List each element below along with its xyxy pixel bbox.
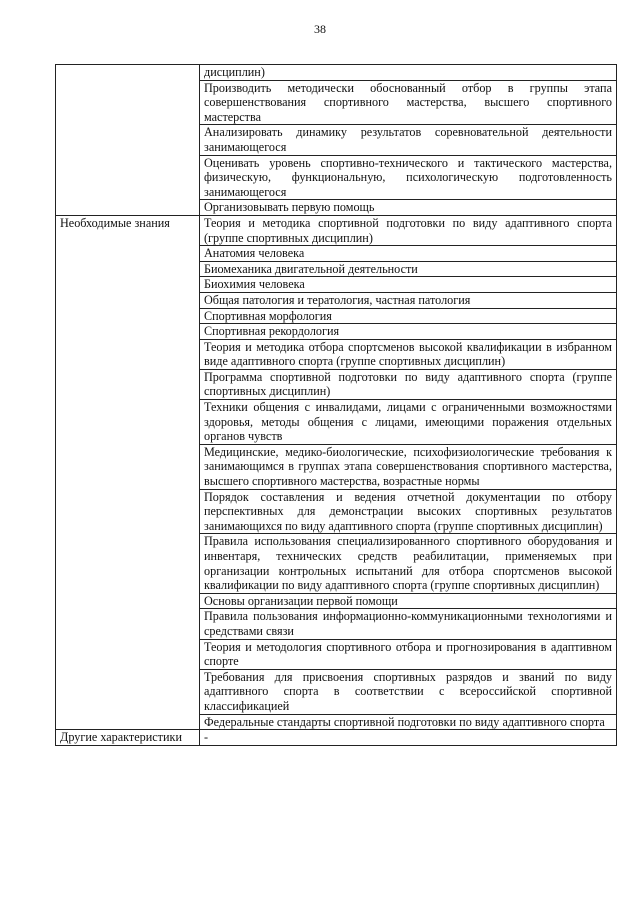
row-item: Теория и методика спортивной подготовки по виду адаптивного спорта (группе спортивных дисциплин) [200,215,617,245]
row-item: Спортивная рекордология [200,324,617,340]
row-item: Спортивная морфология [200,308,617,324]
row-item: Организовывать первую помощь [200,200,617,216]
row-label: Другие характеристики [56,730,200,746]
row-item: Биохимия человека [200,277,617,293]
row-item: Общая патология и тератология, частная патология [200,292,617,308]
row-item: Анализировать динамику результатов соревновательной деятельности занимающегося [200,125,617,155]
row-item: Теория и методология спортивного отбора и прогнозирования в адаптивном спорте [200,639,617,669]
row-item: Производить методически обоснованный отбор в группы этапа совершенствования спортивного мастерства, высшего спортивного мастерства [200,80,617,125]
requirements-table [55,64,617,746]
row-item: Правила использования специализированного спортивного оборудования и инвентаря, технических средств реабилитации, применяемых при организации контрольных испытаний для отбора спортсменов высокой квалификации по виду адаптивного спорта (группе спортивных дисциплин) [200,534,617,593]
table-row [56,215,617,245]
row-item: Федеральные стандарты спортивной подготовки по виду адаптивного спорта [200,714,617,730]
row-item: Основы организации первой помощи [200,593,617,609]
row-label-empty [56,65,200,216]
row-item: Анатомия человека [200,246,617,262]
table-row [56,730,617,746]
page-number: 38 [314,22,326,36]
row-item: Техники общения с инвалидами, лицами с ограниченными возможностями здоровья, методы общения с лицами, имеющими поражения отдельных органов чувств [200,400,617,445]
row-item: Требования для присвоения спортивных разрядов и званий по виду адаптивного спорта в соответствии с всероссийской спортивной классификацией [200,669,617,714]
row-item: Медицинские, медико-биологические, психофизиологические требования к занимающимся в группах этапа совершенствования спортивного мастерства, высшего спортивного мастерства, возрастные нормы [200,444,617,489]
row-item: Порядок составления и ведения отчетной документации по отбору перспективных для демонстрации высоких спортивных результатов занимающихся по виду адаптивного спорта (группе спортивных дисциплин) [200,489,617,534]
row-item: Программа спортивной подготовки по виду адаптивного спорта (группе спортивных дисциплин) [200,369,617,399]
row-item: Правила пользования информационно-коммуникационными технологиями и средствами связи [200,609,617,639]
row-item: дисциплин) [200,65,617,81]
row-item: - [200,730,617,746]
row-item: Биомеханика двигательной деятельности [200,261,617,277]
row-item: Теория и методика отбора спортсменов высокой квалификации в избранном виде адаптивного спорта (группе спортивных дисциплин) [200,339,617,369]
table-row [56,65,617,81]
row-item: Оценивать уровень спортивно-технического и тактического мастерства, физическую, функциональную, психологическую подготовленность занимающегося [200,155,617,200]
row-label: Необходимые знания [56,215,200,729]
